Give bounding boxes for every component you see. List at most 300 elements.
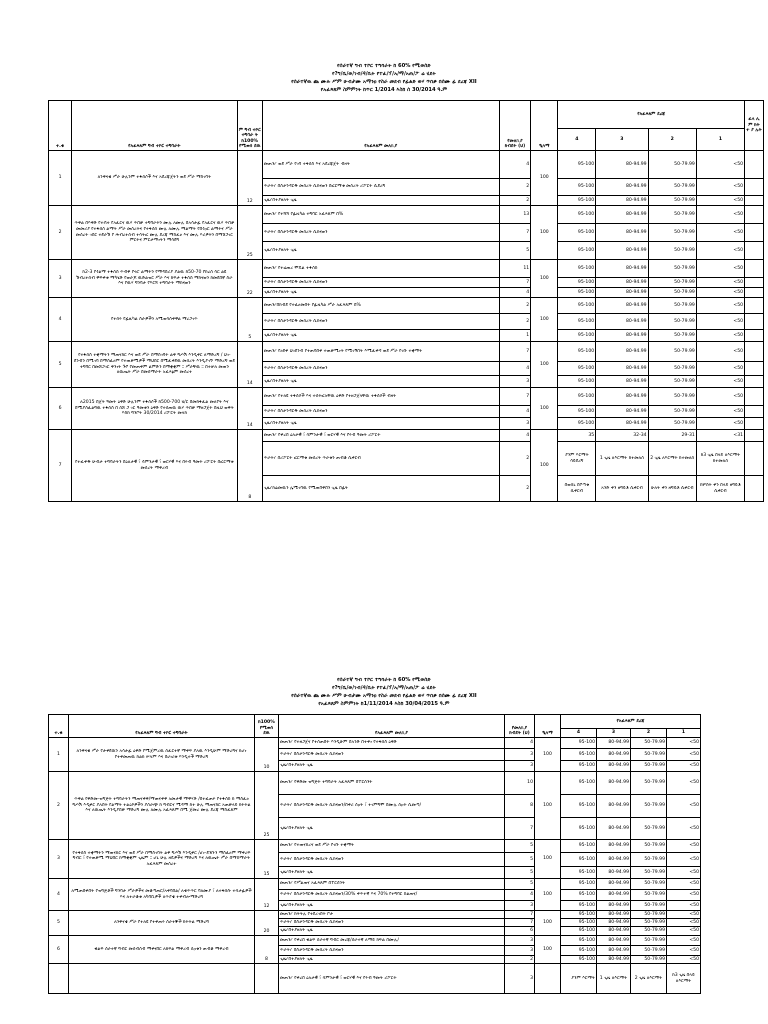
measure-cell: ጥራት፦ በስታንዳርዱ መሰረት ሲከናወን xyxy=(262,314,499,330)
measure-weight: 7 xyxy=(499,388,530,406)
level-1-value: <50 xyxy=(696,288,744,298)
measure-cell: ጥራት፦ በስታንዳርዱ መሰረት ሲከናወን xyxy=(262,224,499,242)
level-2-value: 50-79.99 xyxy=(648,260,696,278)
measure-weight: 4 xyxy=(499,288,530,298)
measure-cell: መጠን፦ የተሻሻ የፊዚካል ተግባር አፈጻጸም በ% xyxy=(262,206,499,224)
level-2-value: 29-31 xyxy=(648,430,696,442)
measure-weight: 2 xyxy=(499,476,530,502)
extra-cell xyxy=(745,278,764,288)
level-3-value: 80-94.99 xyxy=(596,196,648,206)
level-2-value: 50-79.99 xyxy=(631,738,667,749)
measure-cell: ጥራት፦ በስታንዳርዱ መሰረት ሲከናወን xyxy=(262,362,499,376)
measure-cell: መጠን፦ የሥልጠና አፈጻጸም በፐርሰንት xyxy=(279,879,505,890)
measure-weight: 4 xyxy=(499,151,530,179)
level-2-value: 50-79.99 xyxy=(631,890,667,901)
table-row xyxy=(49,342,764,362)
extra-cell xyxy=(745,376,764,388)
activity-cell: ለሚጠበቀበት የዝግጅቶች ግንባታ ሥራዎችና መቆጣጠር/አቀባበል/ ለቁጥጥር ባለሙያ ፣ ለተፋሰሱ ተሳታፊዎች እና ለተራቆቱ አካባቢዎች ለጥያቄ ተቀብሎማድረግ xyxy=(69,879,255,911)
level-1-value: ከ3 ጊዜ በላይ ለእርማት ከተመለሰ xyxy=(696,442,744,476)
col-header-measure-weight: የመለኪያ ክብደት (ህ) xyxy=(499,101,530,151)
extra-cell xyxy=(745,260,764,278)
measure-weight: 4 xyxy=(499,362,530,376)
col-header-extra: ፈላ ሊ ም ክት ተ ያ ሉት xyxy=(745,101,764,151)
col-header-level-1: 1 xyxy=(667,729,701,738)
measure-weight: 4 xyxy=(505,738,535,749)
level-1-value: <50 xyxy=(696,196,744,206)
level-1-value: <50 xyxy=(667,761,701,772)
level-1-value: <50 xyxy=(667,867,701,879)
measure-weight: 4 xyxy=(505,890,535,901)
measure-cell: ጥራት፦ በስታንዳርዱ መሰረት ሲከናወን/በቀሪ ሰዐት ፣ ተገምግሞ በሙሉ ሰዐት ሲመጣ/ xyxy=(279,795,505,818)
level-3-value: 80-94.99 xyxy=(597,901,631,911)
level-3-value: 80-94.99 xyxy=(597,911,631,919)
activity-weight: 25 xyxy=(237,206,262,260)
extra-cell xyxy=(745,418,764,430)
activity-weight: 22 xyxy=(237,260,262,298)
target-cell: 100 xyxy=(531,151,558,206)
level-1-value: <50 xyxy=(667,919,701,927)
header-line: የሰራተኛ ግብ ተኮር ተግባራት ከ 60% የሚወሰድ xyxy=(337,63,431,69)
row-number: 2 xyxy=(49,206,72,260)
row-number: 6 xyxy=(49,936,69,964)
extra-cell xyxy=(745,298,764,314)
level-2-value: 50-79.99 xyxy=(648,242,696,260)
level-1-value: <50 xyxy=(696,330,744,342)
level-3-value: 32-34 xyxy=(596,430,648,442)
extra-cell xyxy=(745,288,764,298)
col-header-weight: ከ100% የሚወሰ ደዉ xyxy=(255,715,279,738)
level-3-value: 80-94.99 xyxy=(597,795,631,818)
level-1-value: <50 xyxy=(667,749,701,761)
level-2-value: 50-79.99 xyxy=(631,853,667,867)
table-row xyxy=(49,964,701,994)
activity-weight: 12 xyxy=(255,879,279,911)
measure-weight: 7 xyxy=(505,818,535,840)
level-1-value: <50 xyxy=(667,927,701,936)
activity-cell: የተፈቀዱ ሁብታ ተግባራትን በዕለታዊ ፣ ሳምንታዊ ፣ ወርሃዊ እና በሩብ ዓመት ሪፖርት በፎርማቱ መሰረት ማቅረብ xyxy=(72,430,238,502)
level-4-value: 95-100 xyxy=(558,278,596,288)
level-1-value: <50 xyxy=(696,242,744,260)
col-header-activity: የአፈጻጸም ግብ ተኮር ተግባራት xyxy=(69,715,255,738)
level-3-value: 80-94.99 xyxy=(597,946,631,956)
level-2-value: 50-79.99 xyxy=(648,314,696,330)
level-3-value: 80-94.99 xyxy=(596,418,648,430)
level-1-value: <50 xyxy=(667,936,701,946)
measure-cell: ጊዜ፦በተያዘለት ጊዜ xyxy=(279,761,505,772)
bottom-performance-table xyxy=(48,714,701,994)
measure-cell: መጠን፦ የተጠናከረና ወደ ሥራ የገቡ ተቋማት xyxy=(279,840,505,853)
target-cell: 100 xyxy=(535,772,561,840)
level-3-value: 80-94.99 xyxy=(597,936,631,946)
extra-cell xyxy=(745,442,764,476)
level-3-value: 80-94.99 xyxy=(597,772,631,795)
level-4-value: 95-100 xyxy=(561,761,597,772)
level-3-value: 1 ጊዜ ለእርማት xyxy=(597,964,631,994)
header-line: የሰራተኛዉ ጨ ሙሉ ሥም ሁብታሙ አማንዐ የስራ መደብ የፊልድ ወሃ ጥበቃ በሰሙ ፊ ደረጃ XII xyxy=(291,79,477,85)
level-4-value: 95-100 xyxy=(561,919,597,927)
level-4-value: 35 xyxy=(558,430,596,442)
level-1-value: <50 xyxy=(696,278,744,288)
level-4-value: 95-100 xyxy=(558,418,596,430)
level-3-value: 80-94.99 xyxy=(596,314,648,330)
measure-cell: ጊዜ፦በተያዘለት ጊዜ xyxy=(279,956,505,964)
level-4-value: 95-100 xyxy=(558,362,596,376)
extra-cell xyxy=(745,430,764,442)
level-1-value: <50 xyxy=(667,840,701,853)
measure-weight: 7 xyxy=(499,224,530,242)
level-4-value: 95-100 xyxy=(561,946,597,956)
level-2-value: 50-79.99 xyxy=(631,946,667,956)
measure-cell: መጠን፦ የቀረበ ቁልፍ ሰራተኛ ግብር መረጃ/ሰራተኛ ለማይ ክፍል በሙሉ/ xyxy=(279,936,505,946)
level-4-value: ያንም እርማት xyxy=(561,964,597,994)
activity-cell: ጥቅል በእቅድ የተያዙ የአፈርና ዉሃ ጥበቃ ተግባራትን ሙሉ ለሙሉ በአሳታፊ የአፈርና ዉሃ ጥበቃ መመሪያ የተፋሰሰ ልማት ሥራ መሰረትና የተፋሰሰ ሙሉ ለሙሉ ማልማት የበጎዐር ልማትና ሥራ መሰረት ገበር ተደራሽ የ ሕብረተሰብ ተሳትፎ ሙሉ ደረጃ ማስፈፀ እና ሙሉ እሪዎትን በማሸጋገር ምርትና ምርታማነትን ማሳደግ xyxy=(72,206,238,260)
measure-cell: መጠን፦በክብደ የተፈፀመበት የፊዚካል ሥራ አፈጻጸም በ% xyxy=(262,298,499,314)
measure-weight: 10 xyxy=(505,772,535,795)
measure-cell: ጊዜ፦በተያዘለት ጊዜ xyxy=(279,818,505,840)
table-row xyxy=(49,738,701,749)
level-1-value: <50 xyxy=(696,179,744,196)
extra-cell xyxy=(745,206,764,224)
col-header-measure: የአፈጻጸም መለኪያ xyxy=(279,715,505,738)
extra-cell xyxy=(745,406,764,418)
level-1-value: <50 xyxy=(696,362,744,376)
level-1-value: ከ3 ጊዜ በላይ ለእርማት xyxy=(667,964,701,994)
level-2-value: 50-79.99 xyxy=(631,867,667,879)
measure-cell: መጠን፦ የቀረበ ዕለታዊ ፣ ሳምንታዊ ፣ ወርሃዊ እና የሩብ ዓመት ሪፖርት xyxy=(279,964,505,994)
header-line: የአፈጻጸም ስምምነት ከጥር 1/2014 እስከ ሰ 30/2014 ዓ.ም xyxy=(320,87,448,93)
level-3-value: 80-94.99 xyxy=(597,867,631,879)
measure-weight: 13 xyxy=(499,206,530,224)
measure-cell: ጥራት፦ በሪፖርት ፎርማቱ መሰረት ጥራቱን ጠብቆ ሲቀርብ xyxy=(262,442,499,476)
measure-weight: 7 xyxy=(499,278,530,288)
measure-cell: ጥራት፦ በስታንዳርዱ መሰረት ሲከናወን/30% ቀጥተኛ እና 70% የተግባር ስልጠና/ xyxy=(279,890,505,901)
level-1-value: <50 xyxy=(667,890,701,901)
activity-cell: ለንቅናቄ ሥራ የተለዩ የተቀጠሩ ሰራተኞች ክትትል ማድረግ xyxy=(69,911,255,936)
level-1-value: <50 xyxy=(667,772,701,795)
measure-cell: መጠን፦ የተለዩ ተፋሰሶች እና ተሰትፎአቸዉ ዕቅድ የተዘጋጀላቸዉ ተፋሰሶች ብዛት xyxy=(262,388,499,406)
measure-weight: 3 xyxy=(499,376,530,388)
level-1-value: <50 xyxy=(667,879,701,890)
measure-weight: 4 xyxy=(499,406,530,418)
col-header-level-1: 1 xyxy=(696,129,744,151)
level-2-value: 50-79.99 xyxy=(631,901,667,911)
level-3-value: 1 ጊዜ ለእርማት ከተመለሰ xyxy=(596,442,648,476)
extra-cell xyxy=(745,242,764,260)
target-cell: 100 xyxy=(535,879,561,911)
level-4-value: 95-100 xyxy=(558,376,596,388)
level-4-value: 95-100 xyxy=(561,749,597,761)
measure-weight: 2 xyxy=(499,196,530,206)
measure-weight: 2 xyxy=(505,956,535,964)
level-1-value: <50 xyxy=(667,901,701,911)
table-row xyxy=(49,206,764,224)
table-row xyxy=(49,388,764,406)
measure-weight: 6 xyxy=(505,927,535,936)
level-4-value: 95-100 xyxy=(561,818,597,840)
measure-weight: 3 xyxy=(505,749,535,761)
level-1-value: <50 xyxy=(696,260,744,278)
level-2-value: 50-79.99 xyxy=(631,919,667,927)
level-3-value: 80-94.99 xyxy=(597,738,631,749)
measure-cell: መጠን፦ የፀደቀ ህገደንብ የተጠባበቀ ተጠቃሚነት የሚገኝበት እሚፈቀዳ ወደ ሥራ የገቡ ተቋማት xyxy=(262,342,499,362)
level-1-value: <50 xyxy=(696,224,744,242)
extra-cell xyxy=(745,224,764,242)
table-row xyxy=(49,430,764,442)
level-4-value: 95-100 xyxy=(561,840,597,853)
level-3-value: 80-94.99 xyxy=(597,956,631,964)
level-2-value: 50-79.99 xyxy=(648,342,696,362)
activity-weight: 8 xyxy=(255,936,279,964)
measure-cell: ጥራት፦ በስታንዳርዱ መሰረት ሲከናወን xyxy=(279,919,505,927)
top-performance-table xyxy=(48,100,764,502)
measure-weight: 5 xyxy=(505,840,535,853)
sheet-top-header xyxy=(0,62,768,94)
level-4-value: 95-100 xyxy=(561,956,597,964)
level-4-value: 95-100 xyxy=(561,927,597,936)
extra-cell xyxy=(745,196,764,206)
level-3-value: 80-94.99 xyxy=(596,342,648,362)
measure-weight: 11 xyxy=(499,260,530,278)
level-1-value: <50 xyxy=(667,946,701,956)
level-2-value: 50-79.99 xyxy=(648,418,696,430)
level-3-value: 80-94.99 xyxy=(596,151,648,179)
level-4-value: 95-100 xyxy=(558,330,596,342)
level-3-value: 80-94.99 xyxy=(597,853,631,867)
level-2-value: 50-79.99 xyxy=(648,179,696,196)
level-1-value: <50 xyxy=(696,406,744,418)
activity-weight: 12 xyxy=(237,151,262,206)
level-4-value: 95-100 xyxy=(558,314,596,330)
level-1-value: <50 xyxy=(696,314,744,330)
extra-cell xyxy=(745,476,764,502)
activity-weight xyxy=(255,964,279,994)
measure-cell: ጊዜ፦በተያዘለት ጊዜ xyxy=(262,376,499,388)
level-2-value: 50-79.99 xyxy=(648,206,696,224)
extra-cell xyxy=(745,362,764,376)
activity-cell: የተፋሰስ ተቋማትን ማጠናከር እና ወደ ሥራ በማስገባት ልቅ ግጦሽ እንዲቀር ለማድረግ / ህገ-ደንብን በሚገባ በማስፈፀም የተጠቃሚዎች ማህበር በሚፈቀደዉ መሰረት እንዲያገኙ ማድረግ ወደ ተግባር በመሸጋገር ቅንነት ጉቦ የመጠቀም ልምድን በማቋቋም ። ሥራቸዉ ። በተቻለ መጠን ለዉጤት ሥራ በመሰማራት አፈጻፅም መሰረተ xyxy=(72,342,238,388)
measure-cell: ጊዜ፦በተያዘለት ጊዜ xyxy=(262,196,499,206)
level-4-value: 95-100 xyxy=(558,206,596,224)
level-2-value: 50-79.99 xyxy=(631,749,667,761)
level-4-value: 95-100 xyxy=(558,298,596,314)
level-3-value: 80-94.99 xyxy=(596,224,648,242)
table-row xyxy=(49,772,701,795)
row-number: 7 xyxy=(49,430,72,502)
table-row xyxy=(49,840,701,853)
level-2-value: 50-79.99 xyxy=(631,936,667,946)
level-2-value: 50-79.99 xyxy=(631,772,667,795)
level-3-value: 80-94.99 xyxy=(597,761,631,772)
level-1-value: <50 xyxy=(696,376,744,388)
measure-weight: 2 xyxy=(499,442,530,476)
activity-cell: የተሰሩ የፊዚካል ስራዎችን አሚወሳሰቀዋል ማረጋገጥ xyxy=(72,298,238,342)
level-1-value: <50 xyxy=(667,911,701,919)
measure-cell: ጊዜ፦ከሬመዉን ሌሚገባዉ የሚጠበቅበን ጊዜ በፊት xyxy=(262,476,499,502)
level-4-value: 95-100 xyxy=(561,772,597,795)
measure-cell: ጥራት፦ በስታንዳርዱ መሰረት ሲከናወን በፎርማቱ መሰረት ሪፖርት ሲደረግ xyxy=(262,179,499,196)
level-3-value: 80-94.99 xyxy=(597,818,631,840)
level-1-value: <50 xyxy=(696,298,744,314)
col-header-level-2: 2 xyxy=(648,129,696,151)
activity-weight: 5 xyxy=(237,298,262,342)
row-number: 3 xyxy=(49,260,72,298)
col-header-level-group: የአፈጻጸም ደረጃ xyxy=(558,101,745,129)
target-cell: 100 xyxy=(531,206,558,260)
measure-weight: 3 xyxy=(499,418,530,430)
activity-weight: 15 xyxy=(255,840,279,879)
col-header-measure: የአፈጻጸም መለኪያ xyxy=(262,101,499,151)
level-1-value: <50 xyxy=(667,818,701,840)
col-header-weight: ም ግብ ተኮር ተግባራ ት ከ100% የሚወሰ ደዉ xyxy=(237,101,262,151)
measure-weight: 3 xyxy=(505,964,535,994)
measure-weight: 2 xyxy=(499,298,530,314)
level-2-value: 50-79.99 xyxy=(631,879,667,890)
activity-weight: 20 xyxy=(255,911,279,936)
level-2-value: ሁለት ቀን ዘግይቶ ሲቀርብ xyxy=(648,476,696,502)
level-4-value: 95-100 xyxy=(558,260,596,278)
level-4-value: 95-100 xyxy=(561,890,597,901)
measure-cell: መጠን፦ የቀረበ ዕለታዊ ፣ ሳምንታዊ ፣ ወርሃዊ እና የሩብ ዓመት ሪፖርት xyxy=(262,430,499,442)
row-number: 1 xyxy=(49,738,69,772)
measure-cell: ጊዜ፦በተያዘለት ጊዜ xyxy=(279,927,505,936)
header-row xyxy=(49,715,701,729)
level-2-value: 50-79.99 xyxy=(631,927,667,936)
level-4-value: 95-100 xyxy=(561,879,597,890)
header-line: የሰራተኛዉ ጨ ሙሉ ሥም ሁብታሙ አማንዐ የስራ መደብ የፊልድ ወሃ ጥበቃ በሰሙ ፊ ደረጃ XII xyxy=(291,693,477,699)
row-number: 1 xyxy=(49,151,72,206)
measure-weight: 7 xyxy=(505,911,535,919)
measure-weight: 1 xyxy=(499,330,530,342)
target-cell: 100 xyxy=(531,260,558,298)
level-4-value: 95-100 xyxy=(558,242,596,260)
level-1-value: <50 xyxy=(696,206,744,224)
table-row xyxy=(49,298,764,314)
level-3-value: 80-94.99 xyxy=(596,298,648,314)
measure-cell: መጠን፦ የቅድመ ዝግጅት ተግባራት አፈጻጸም በፐርሰንት xyxy=(279,772,505,795)
measure-weight: 3 xyxy=(505,901,535,911)
level-4-value: 95-100 xyxy=(558,388,596,406)
level-2-value: 50-79.99 xyxy=(631,795,667,818)
measure-weight: 3 xyxy=(505,761,535,772)
extra-cell xyxy=(745,388,764,406)
measure-weight: 4 xyxy=(499,430,530,442)
level-3-value: 80-94.99 xyxy=(597,840,631,853)
measure-weight: 3 xyxy=(505,936,535,946)
row-number: 4 xyxy=(49,298,72,342)
col-header-no: ተ.ቁ xyxy=(49,101,72,151)
level-1-value: <50 xyxy=(696,151,744,179)
level-1-value: ከሦስት ቀን በላይ ዘግይቶ ሲቀርብ xyxy=(696,476,744,502)
level-2-value: 50-79.99 xyxy=(648,376,696,388)
target-cell xyxy=(535,964,561,994)
activity-cell: ከ2-3 የጎልማ ተፋሰስ ጥብቅ የጓሮ ልማትን የማዳበሪያ ያልዉ ከ50-70 የከረሰ ሳር ልዩ ሽብረተሰብ ዋፍቀቱ ማካሄድ የወራጆ ዉድልዝር ሥራ እና ከፍታ ተፋሰስ ማከናወን ከመደበኛ ስራ እና የዉሃ ግንባታ የእርሻ ተግባራት ማከናወን xyxy=(72,260,238,298)
extra-cell xyxy=(745,342,764,362)
activity-cell xyxy=(69,964,255,994)
activity-cell: ለንቅናቄ ሥራ ሁሉንም ተፋሰሶች እና አደረጃጀትን ወደ ሥራ ማስገባት xyxy=(72,151,238,206)
measure-cell: መጠን፦ ወደ ሥራ የገባ ተፋሰስ እና አደረጃጀት ብዛት xyxy=(262,151,499,179)
level-4-value: 95-100 xyxy=(561,738,597,749)
level-4-value: በወሰኑ በቦጣቱ ሲቀርብ xyxy=(558,476,596,502)
measure-weight: 7 xyxy=(505,919,535,927)
row-number: 3 xyxy=(49,840,69,879)
row-number: 6 xyxy=(49,388,72,430)
header-line: የ?ግ/ቤ/ወ/ገብ/ዳ/ቢት የተፈ/ፕ/አ/ማ/አጠ/ፖ ሬ ሂደት xyxy=(332,685,436,691)
target-cell: 100 xyxy=(535,911,561,936)
extra-cell xyxy=(745,314,764,330)
row-number: 2 xyxy=(49,772,69,840)
level-1-value: <50 xyxy=(667,853,701,867)
col-header-level-3: 3 xyxy=(596,129,648,151)
level-3-value: አንድ ቀን ዘግይቶ ሲቀርብ xyxy=(596,476,648,502)
level-4-value: 95-100 xyxy=(558,224,596,242)
level-3-value: 80-94.99 xyxy=(596,376,648,388)
measure-weight: 2 xyxy=(499,179,530,196)
level-3-value: 80-94.99 xyxy=(596,206,648,224)
level-2-value: 50-79.99 xyxy=(631,956,667,964)
target-cell: 100 xyxy=(535,738,561,772)
header-line: የአፈጻጸም ስምምነት ከ1/11/2014 እስከ 30/04/2015 ዓ.ም xyxy=(318,701,450,707)
col-header-level-4: 4 xyxy=(558,129,596,151)
level-1-value: <50 xyxy=(667,795,701,818)
measure-weight: 8 xyxy=(505,795,535,818)
level-3-value: 80-94.99 xyxy=(597,890,631,901)
measure-cell: ጊዜ፦በተያዘለት ጊዜ xyxy=(262,242,499,260)
level-2-value: 50-79.99 xyxy=(648,278,696,288)
activity-weight: 10 xyxy=(255,738,279,772)
level-2-value: 50-79.99 xyxy=(631,818,667,840)
level-2-value: 50-79.99 xyxy=(648,224,696,242)
col-header-level-2: 2 xyxy=(631,729,667,738)
sheet-bottom-header xyxy=(0,676,768,708)
level-4-value: 95-100 xyxy=(561,936,597,946)
activity-weight: 8 xyxy=(237,430,262,502)
row-number xyxy=(49,964,69,994)
target-cell: 100 xyxy=(531,388,558,430)
extra-cell xyxy=(745,151,764,179)
target-cell: 100 xyxy=(531,298,558,342)
measure-cell: ጥራት፦ በስታንዳርዱ መሰረት ሲከናወን xyxy=(279,946,505,956)
level-4-value: 95-100 xyxy=(558,406,596,418)
level-4-value: ያንም እርማት ሳይደረግ xyxy=(558,442,596,476)
level-3-value: 80-94.99 xyxy=(596,388,648,406)
level-3-value: 80-94.99 xyxy=(596,260,648,278)
table-row xyxy=(49,936,701,946)
measure-weight: 5 xyxy=(505,853,535,867)
measure-cell: ጊዜ፦በተያዘለት ጊዜ xyxy=(279,901,505,911)
level-3-value: 80-94.99 xyxy=(596,179,648,196)
level-4-value: 95-100 xyxy=(561,853,597,867)
level-1-value: <31 xyxy=(696,430,744,442)
measure-cell: ጥራት፦ በስታንዳርዱ መሰረት ሲከናወን xyxy=(262,278,499,288)
measure-cell: ጥራት፦ በስታንዳርዱ መሰረት ሲከናወን xyxy=(279,853,505,867)
row-number: 4 xyxy=(49,879,69,911)
row-number: 5 xyxy=(49,911,69,936)
measure-cell: መጠን፦ የተሬጠረ ሞዴል ተፋሰስ xyxy=(262,260,499,278)
activity-cell: ለ2015 በጀት ዓመት ዕቅድ ሁሉንም ተፋሰሶች ከ500-700 ሄ/ር በመከፋፈል መለየት እና በሚያስፈልግዉ ተፋሰስ በ ሰሸ ጋ ገር ዓመቱን ዕቅድ የተሰጠዉ ዉሃ ጥበቃ ማዘጋጀት በዚህ ወቅት እስከ ግንቦት 30/2014 ሪፖርት መላክ xyxy=(72,388,238,430)
level-2-value: 50-79.99 xyxy=(648,388,696,406)
measure-cell: መጠን፦ የተዘጋጀና የተሰጠበት እንዲሁም በአንድ በተቀነ የተፋሰስ ዕቅድ xyxy=(279,738,505,749)
col-header-target: ዒላማ xyxy=(531,101,558,151)
activity-cell: የተፋሰስ ተቋማትን ማጠናከር እና ወደ ሥራ በማስገባት ልቅ ግጦሽ እንዲቀር /ሆነ-ደንቡን ማስፈፀም ማቀረፍ ግብር ፣ የተጠቃሚ ማህበር ከማቋቋም ጊዜም ። ሆኑ ሁሉ ዘዴዎችና ማድረግ እና ለዉጤት ሥራ በማስማራት አፈጻጸም መሰረተ xyxy=(69,840,255,879)
header-line: የ?ግ/ቤ/ወ/ገብ/ዳ/ቢት የተፈ/ፕ/አ/ማ/አጠ/ፖ ሬ ሂደት xyxy=(332,71,436,77)
level-1-value: <50 xyxy=(696,418,744,430)
col-header-target: ዒላማ xyxy=(535,715,561,738)
measure-cell: ጊዜ፦በተያዘለት ጊዜ xyxy=(262,418,499,430)
col-header-measure-weight: የመለኪያ ክብደት (ህ) xyxy=(505,715,535,738)
level-4-value: 95-100 xyxy=(558,196,596,206)
header-row xyxy=(49,101,764,129)
level-4-value: 95-100 xyxy=(558,342,596,362)
